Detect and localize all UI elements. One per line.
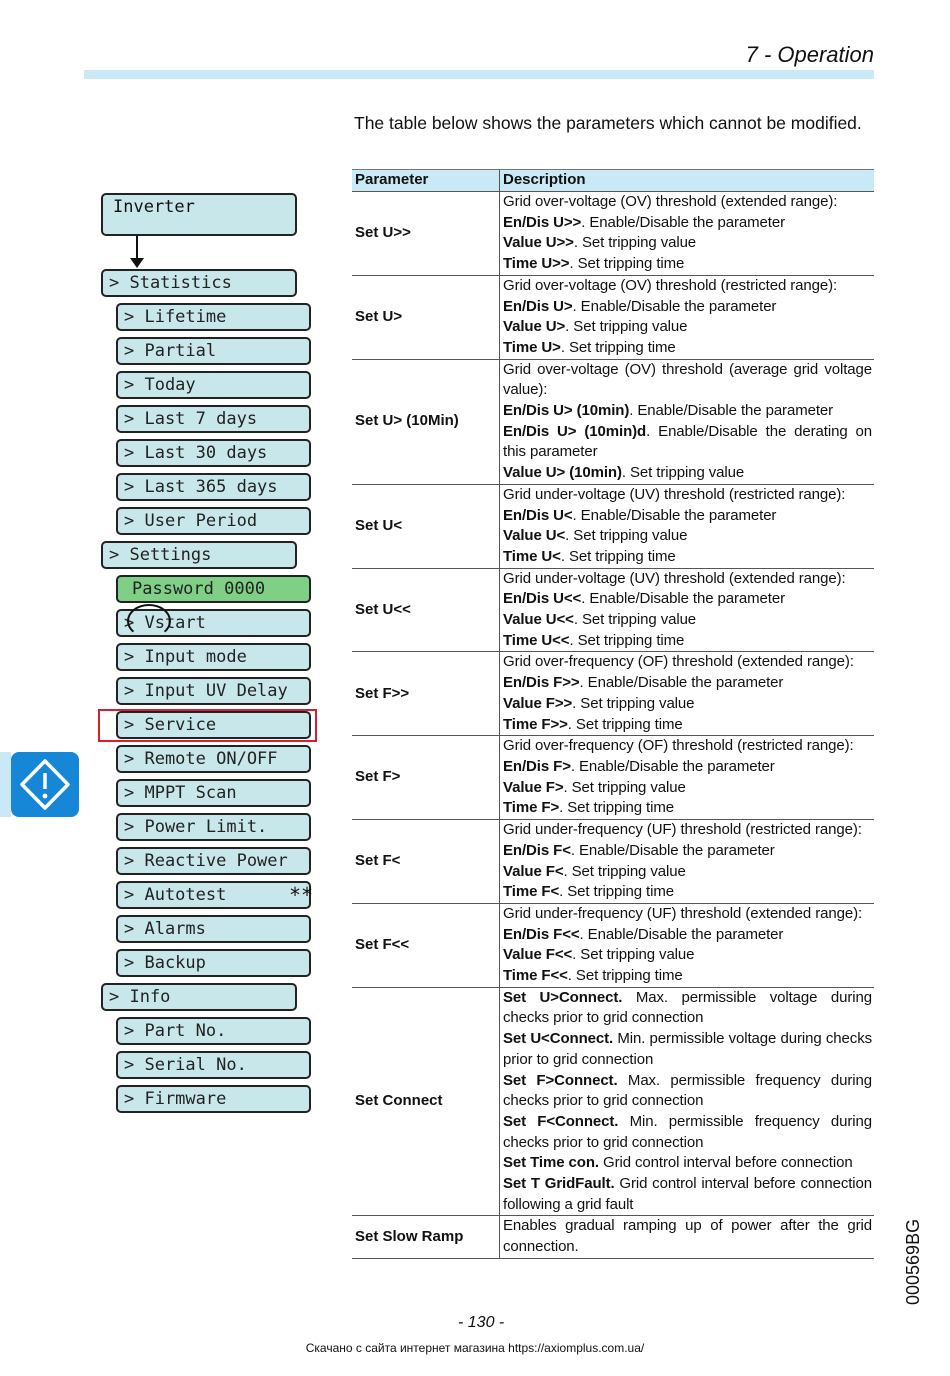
description-text: . Set tripping time — [560, 547, 676, 565]
description-text: . Set tripping value — [573, 611, 697, 629]
description-text: Grid over-frequency (OF) threshold (extended range): — [503, 653, 854, 671]
description-text: . Enable/Disable the parameter — [579, 925, 784, 943]
description-keyword: En/Dis U<< — [503, 590, 582, 608]
parameter-name: Set U< — [352, 484, 500, 568]
description-text: Grid control interval before connection — [598, 1154, 853, 1172]
description-text: . Set tripping value — [563, 862, 686, 880]
description-keyword: En/Dis U>> — [503, 213, 582, 231]
description-keyword: Time F<< — [503, 967, 568, 985]
menu-item[interactable]: > Info — [101, 983, 297, 1011]
description-text: Max. permissible frequency during checks prior to grid connection — [503, 1071, 873, 1110]
menu-item[interactable]: > Power Limit. — [116, 813, 311, 841]
description-line — [503, 631, 872, 652]
menu-item[interactable]: > Remote ON/OFF — [116, 745, 311, 773]
parameter-description — [500, 359, 875, 484]
description-line — [503, 254, 872, 275]
table-row — [352, 484, 874, 568]
description-text: . Set tripping value — [573, 234, 697, 252]
description-text: Grid under-voltage (UV) threshold (restricted range): — [503, 485, 846, 503]
description-line — [503, 966, 872, 987]
table-header-row — [352, 170, 874, 192]
parameter-description — [500, 820, 875, 904]
description-text: . Set tripping value — [572, 946, 695, 964]
description-text: Enables gradual ramping up of power after the grid connection. — [503, 1217, 872, 1256]
menu-item[interactable]: > Settings — [101, 541, 297, 569]
table-row — [352, 736, 874, 820]
menu-item[interactable]: Password 0000 — [116, 575, 311, 603]
parameter-description — [500, 568, 875, 652]
description-line — [503, 882, 872, 903]
menu-item[interactable]: > Statistics — [101, 269, 297, 297]
description-keyword: Value F>> — [503, 694, 573, 712]
description-text: . Enable/Disable the parameter — [572, 297, 777, 315]
operation-icon — [11, 752, 79, 817]
description-line — [503, 1216, 872, 1257]
table-row — [352, 192, 874, 276]
description-text: Grid under-voltage (UV) threshold (extended range): — [503, 569, 846, 587]
description-line — [503, 715, 872, 736]
description-line — [503, 652, 872, 673]
description-keyword: Time F> — [503, 799, 560, 817]
description-keyword: En/Dis F>> — [503, 674, 580, 692]
menu-item[interactable]: > Backup — [116, 949, 311, 977]
description-keyword: En/Dis U> — [503, 297, 573, 315]
table-row — [352, 568, 874, 652]
service-highlight-frame — [98, 709, 317, 742]
parameter-description — [500, 652, 875, 736]
autotest-mark: ** — [289, 883, 314, 907]
header-accent-bar — [84, 70, 874, 79]
description-line — [503, 862, 872, 883]
description-line — [503, 988, 872, 1029]
parameter-description — [500, 1216, 875, 1258]
table-row — [352, 987, 874, 1216]
description-keyword: Value U> (10min) — [503, 464, 622, 482]
description-keyword: En/Dis U> (10min)d — [503, 422, 647, 440]
header-parameter: Parameter — [352, 170, 500, 192]
menu-item[interactable]: > Serial No. — [116, 1051, 311, 1079]
page-number: - 130 - — [458, 1314, 505, 1331]
description-keyword: En/Dis U> (10min) — [503, 402, 630, 420]
description-text: . Enable/Disable the parameter — [629, 402, 834, 420]
description-line — [503, 317, 872, 338]
description-text: Grid under-frequency (UF) threshold (restricted range): — [503, 821, 862, 839]
parameter-name: Set U> (10Min) — [352, 359, 500, 484]
description-line — [503, 1029, 872, 1070]
description-keyword: Value F<< — [503, 946, 573, 964]
description-line — [503, 338, 872, 359]
description-text: . Set tripping value — [565, 527, 688, 545]
description-text: . Set tripping value — [563, 778, 686, 796]
description-keyword: Time F>> — [503, 715, 568, 733]
description-text: . Enable/Disable the parameter — [570, 841, 775, 859]
parameter-description — [500, 736, 875, 820]
menu-item[interactable]: > Partial — [116, 337, 311, 365]
description-line — [503, 1153, 872, 1174]
description-line — [503, 506, 872, 527]
description-keyword: En/Dis F< — [503, 841, 571, 859]
parameter-description — [500, 987, 875, 1216]
menu-item[interactable]: > User Period — [116, 507, 311, 535]
table-row — [352, 903, 874, 987]
menu-item[interactable]: > Firmware — [116, 1085, 311, 1113]
description-line — [503, 925, 872, 946]
parameter-name: Set Slow Ramp — [352, 1216, 500, 1258]
description-text: Min. permissible frequency during checks prior to grid connection — [503, 1112, 872, 1151]
description-line — [503, 547, 872, 568]
description-line — [503, 1112, 872, 1153]
description-keyword: Set U<Connect. — [503, 1030, 614, 1048]
description-line — [503, 192, 872, 213]
description-text: . Set tripping time — [559, 883, 674, 901]
description-text: . Set tripping time — [567, 715, 683, 733]
download-note: Скачано с сайта интернет магазина https://axiomplus.com.ua/ — [305, 1341, 645, 1355]
document-code: 000569BG — [903, 1218, 923, 1305]
description-line — [503, 778, 872, 799]
parameter-name: Set Connect — [352, 987, 500, 1216]
table-row — [352, 275, 874, 359]
description-text: . Set tripping time — [569, 255, 685, 273]
description-line — [503, 757, 872, 778]
parameter-name: Set F>> — [352, 652, 500, 736]
description-text: . Set tripping value — [565, 318, 688, 336]
description-line — [503, 1071, 872, 1112]
description-line — [503, 422, 872, 463]
menu-item[interactable]: > Today — [116, 371, 311, 399]
description-text: . Set tripping time — [559, 799, 674, 817]
menu-item[interactable]: > Last 365 days — [116, 473, 311, 501]
description-text: . Enable/Disable the parameter — [579, 674, 784, 692]
menu-item[interactable]: > Autotest — [116, 881, 311, 909]
menu-item[interactable]: > Last 7 days — [116, 405, 311, 433]
description-keyword: Value F> — [503, 778, 564, 796]
description-text: . Enable/Disable the parameter — [581, 590, 785, 608]
description-keyword: Time U<< — [503, 631, 570, 649]
description-keyword: Value U>> — [503, 234, 574, 252]
description-text: Grid control interval before connection following a grid fault — [503, 1175, 873, 1213]
table-row — [352, 359, 874, 484]
description-keyword: Value U> — [503, 318, 566, 336]
menu-root-inverter: Inverter — [101, 193, 297, 236]
description-keyword: Value F< — [503, 862, 564, 880]
description-line — [503, 526, 872, 547]
description-text: Min. permissible voltage during checks prior to grid connection — [503, 1030, 872, 1068]
parameter-name: Set F> — [352, 736, 500, 820]
description-keyword: Time U< — [503, 547, 561, 565]
description-line — [503, 673, 872, 694]
description-line — [503, 589, 872, 610]
menu-item[interactable]: > Last 30 days — [116, 439, 311, 467]
parameter-description — [500, 903, 875, 987]
menu-item[interactable]: > Alarms — [116, 915, 311, 943]
description-line — [503, 694, 872, 715]
description-line — [503, 297, 872, 318]
menu-item[interactable]: > MPPT Scan — [116, 779, 311, 807]
table-row — [352, 820, 874, 904]
description-line — [503, 569, 872, 590]
description-text: . Enable/Disable the derating on this parameter — [503, 422, 873, 461]
side-accent-bar — [0, 752, 11, 817]
parameter-name: Set U<< — [352, 568, 500, 652]
description-text: Grid over-voltage (OV) threshold (restricted range): — [503, 276, 838, 294]
parameter-name: Set U> — [352, 275, 500, 359]
description-text: . Set tripping value — [621, 464, 745, 482]
description-keyword: En/Dis F> — [503, 757, 571, 775]
description-line — [503, 233, 872, 254]
description-keyword: En/Dis U< — [503, 506, 573, 524]
menu-item[interactable]: > Input mode — [116, 643, 311, 671]
circle-marker — [127, 604, 171, 638]
description-keyword: Value U< — [503, 527, 566, 545]
description-line — [503, 904, 872, 925]
parameter-name: Set U>> — [352, 192, 500, 276]
description-keyword: Value U<< — [503, 611, 574, 629]
description-line — [503, 610, 872, 631]
parameter-description — [500, 275, 875, 359]
description-text: . Set tripping value — [572, 694, 695, 712]
parameter-description — [500, 192, 875, 276]
description-text: . Set tripping time — [567, 967, 683, 985]
description-line — [503, 736, 872, 757]
description-text: . Enable/Disable the parameter — [570, 757, 775, 775]
menu-item[interactable]: > Service — [116, 711, 311, 739]
menu-arrow-head — [130, 258, 144, 268]
menu-item[interactable]: > Lifetime — [116, 303, 311, 331]
description-line — [503, 276, 872, 297]
description-text: Grid over-voltage (OV) threshold (extended range): — [503, 193, 838, 210]
description-text: . Enable/Disable the parameter — [572, 506, 777, 524]
description-keyword: Set F>Connect. — [503, 1071, 618, 1089]
table-row — [352, 652, 874, 736]
description-text: Grid over-voltage (OV) threshold (average grid voltage value): — [503, 360, 872, 399]
description-keyword: Set T GridFault. — [503, 1175, 615, 1193]
description-keyword: Set F<Connect. — [503, 1112, 619, 1130]
description-keyword: Set Time con. — [503, 1154, 599, 1172]
parameter-name: Set F< — [352, 820, 500, 904]
description-line — [503, 798, 872, 819]
description-line — [503, 1174, 872, 1215]
description-line — [503, 463, 872, 484]
menu-item[interactable]: > Input UV Delay — [116, 677, 311, 705]
description-line — [503, 213, 872, 234]
description-keyword: En/Dis F<< — [503, 925, 580, 943]
description-line — [503, 485, 872, 506]
menu-item[interactable]: > Reactive Power — [116, 847, 311, 875]
parameter-name: Set F<< — [352, 903, 500, 987]
parameter-description — [500, 484, 875, 568]
parameters-table — [352, 169, 874, 1259]
table-row — [352, 1216, 874, 1258]
operation-diamond-icon — [11, 752, 79, 817]
description-keyword: Set U>Connect. — [503, 988, 623, 1006]
description-line — [503, 945, 872, 966]
header-description: Description — [500, 170, 875, 192]
menu-item[interactable]: > Part No. — [116, 1017, 311, 1045]
chapter-title: 7 - Operation — [745, 42, 874, 67]
intro-text: The table below shows the parameters which cannot be modified. — [354, 113, 862, 133]
description-keyword: Time U> — [503, 338, 561, 356]
description-text: Grid over-frequency (OF) threshold (restricted range): — [503, 737, 854, 755]
description-keyword: Time U>> — [503, 255, 570, 273]
description-text: . Enable/Disable the parameter — [581, 213, 785, 231]
description-line — [503, 360, 872, 401]
description-line — [503, 401, 872, 422]
description-line — [503, 841, 872, 862]
description-text: Grid under-frequency (UF) threshold (extended range): — [503, 904, 863, 922]
description-text: Max. permissible voltage during checks prior to grid connection — [503, 988, 873, 1027]
description-keyword: Time F< — [503, 883, 560, 901]
description-text: . Set tripping time — [560, 338, 676, 356]
description-line — [503, 820, 872, 841]
menu-item[interactable]: > Vstart — [116, 609, 311, 637]
description-text: . Set tripping time — [569, 631, 685, 649]
